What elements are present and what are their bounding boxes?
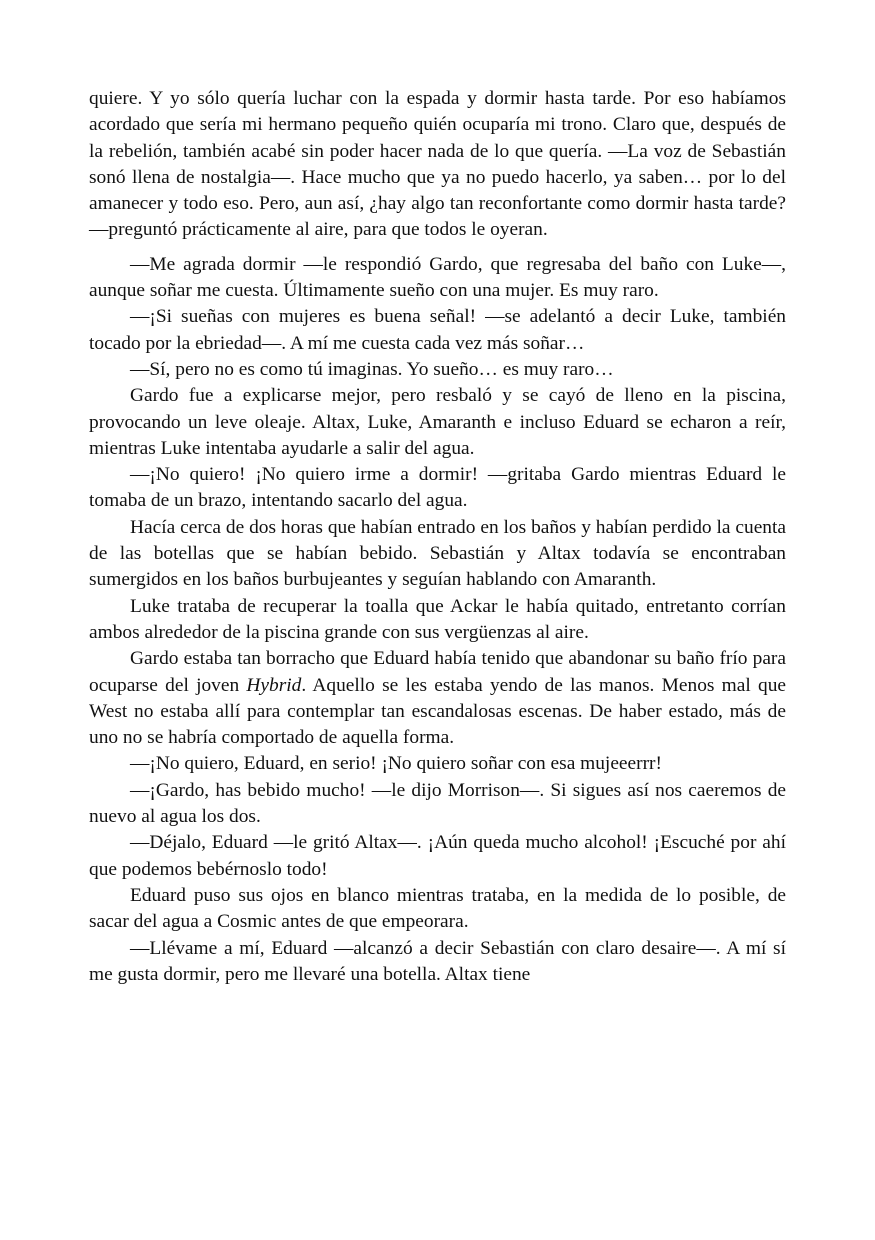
book-page — [89, 86, 786, 988]
paragraph-4: —Sí, pero no es como tú imaginas. Yo sueño… es muy raro… — [130, 358, 614, 380]
paragraph-12: —Déjalo, Eduard —le gritó Altax—. ¡Aún queda mucho alcohol! ¡Escuché por ahí que podemos bebérnoslo todo! — [89, 832, 786, 880]
paragraph-14: —Llévame a mí, Eduard —alcanzó a decir Sebastián con claro desaire—. A mí sí me gusta dormir, pero me llevaré una botella. Altax tiene — [89, 937, 786, 985]
paragraph-11: —¡Gardo, has bebido mucho! —le dijo Morrison—. Si sigues así nos caeremos de nuevo al agua los dos. — [89, 779, 786, 828]
paragraph-9-before: Gardo estaba tan borracho que Eduard había tenido que abandonar su baño frío para ocuparse del joven — [89, 648, 786, 696]
paragraph-10: —¡No quiero, Eduard, en serio! ¡No quiero soñar con esa mujeeerrr! — [130, 753, 662, 775]
paragraph-9-after: . Aquello se les estaba yendo de las manos. Menos mal que West no estaba allí para contemplar tan escandalosas escenas. De haber estado, más de uno no se habría comportado de aquella forma. — [89, 674, 786, 749]
paragraph-9-italic: Hybrid — [246, 674, 302, 696]
paragraph-3: —¡Si sueñas con mujeres es buena señal! —se adelantó a decir Luke, también tocado por la ebriedad—. A mí me cuesta cada vez más soñar… — [89, 306, 786, 354]
paragraph-7: Hacía cerca de dos horas que habían entrado en los baños y habían perdido la cuenta de las botellas que se habían bebido. Sebastián y Altax todavía se encontraban sumergidos en los baños burbujeantes y seguían hablando con Amaranth. — [89, 516, 786, 591]
paragraph-2: —Me agrada dormir —le respondió Gardo, que regresaba del baño con Luke—, aunque soñar me cuesta. Últimamente sueño con una mujer. Es muy raro. — [89, 253, 786, 302]
paragraph-1: quiere. Y yo sólo quería luchar con la espada y dormir hasta tarde. Por eso habíamos acordado que sería mi hermano pequeño quién ocuparía mi trono. Claro que, después de la rebelión, también acabé sin poder hacer nada de lo que quería. —La voz de Sebastián sonó llena de nostalgia—. Hace mucho que ya no puedo hacerlo, ya saben… por lo del amanecer y todo eso. Pero, aun así, ¿hay algo tan reconfortante como dormir hasta tarde? —preguntó prácticamente al aire, para que todos le oyeran. — [89, 88, 786, 241]
paragraph-8: Luke trataba de recuperar la toalla que Ackar le había quitado, entretanto corrían ambos alrededor de la piscina grande con sus vergüenzas al aire. — [89, 595, 786, 643]
paragraph-5: Gardo fue a explicarse mejor, pero resbaló y se cayó de lleno en la piscina, provocando un leve oleaje. Altax, Luke, Amaranth e incluso Eduard se echaron a reír, mientras Luke intentaba ayudarle a salir del agua. — [89, 385, 786, 459]
paragraph-6: —¡No quiero! ¡No quiero irme a dormir! —gritaba Gardo mientras Eduard le tomaba de un brazo, intentando sacarlo del agua. — [89, 464, 786, 512]
paragraph-9 — [89, 646, 786, 751]
paragraph-13: Eduard puso sus ojos en blanco mientras trataba, en la medida de lo posible, de sacar del agua a Cosmic antes de que empeorara. — [89, 884, 786, 933]
